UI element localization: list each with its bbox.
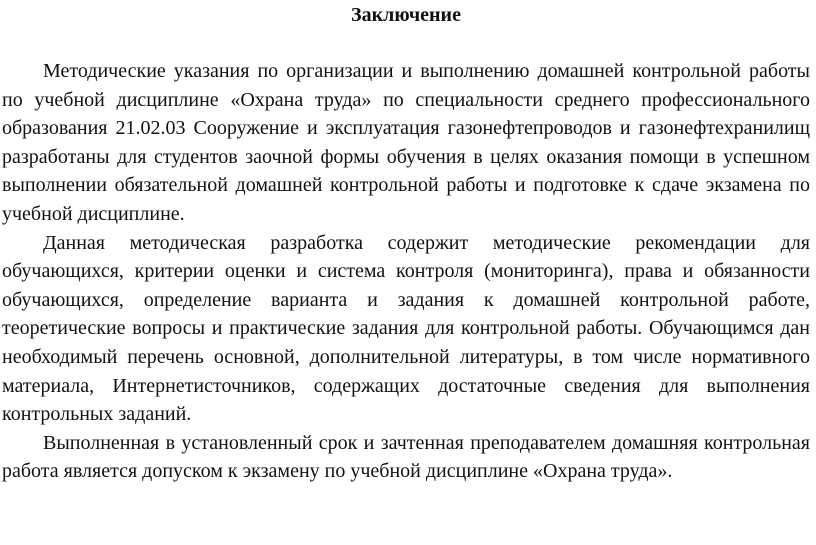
paragraph-1: Методические указания по организации и выполнению домашней контрольной работы по учебной дисциплине «Охрана труда» по специальности среднего профессионального образования 21.02.03 Сооружение и эксплуатация газонефтепроводов и газонефтехранилищ разработаны для студентов заочной формы обучения в целях оказания помощи в успешном выполнении обязательной домашней контрольной работы и подготовке к сдаче экзамена по учебной дисциплине. xyxy=(2,60,810,225)
document-title: Заключение xyxy=(351,4,461,26)
paragraph-2: Данная методическая разработка содержит методические рекомендации для обучающихся, критерии оценки и система контроля (мониторинга), права и обязанности обучающихся, определение варианта и задания к домашней контрольной работе, теоретические вопросы и практические задания для контрольной работы. Обучающимся дан необходимый перечень основной, дополнительной литературы, в том числе нормативного материала, Интернетисточников, содержащих достаточные сведения для выполнения контрольных заданий. xyxy=(2,231,810,426)
paragraph-3: Выполненная в установленный срок и зачтенная преподавателем домашняя контрольная работа является допуском к экзамену по учебной дисциплине «Охрана труда». xyxy=(2,431,810,483)
